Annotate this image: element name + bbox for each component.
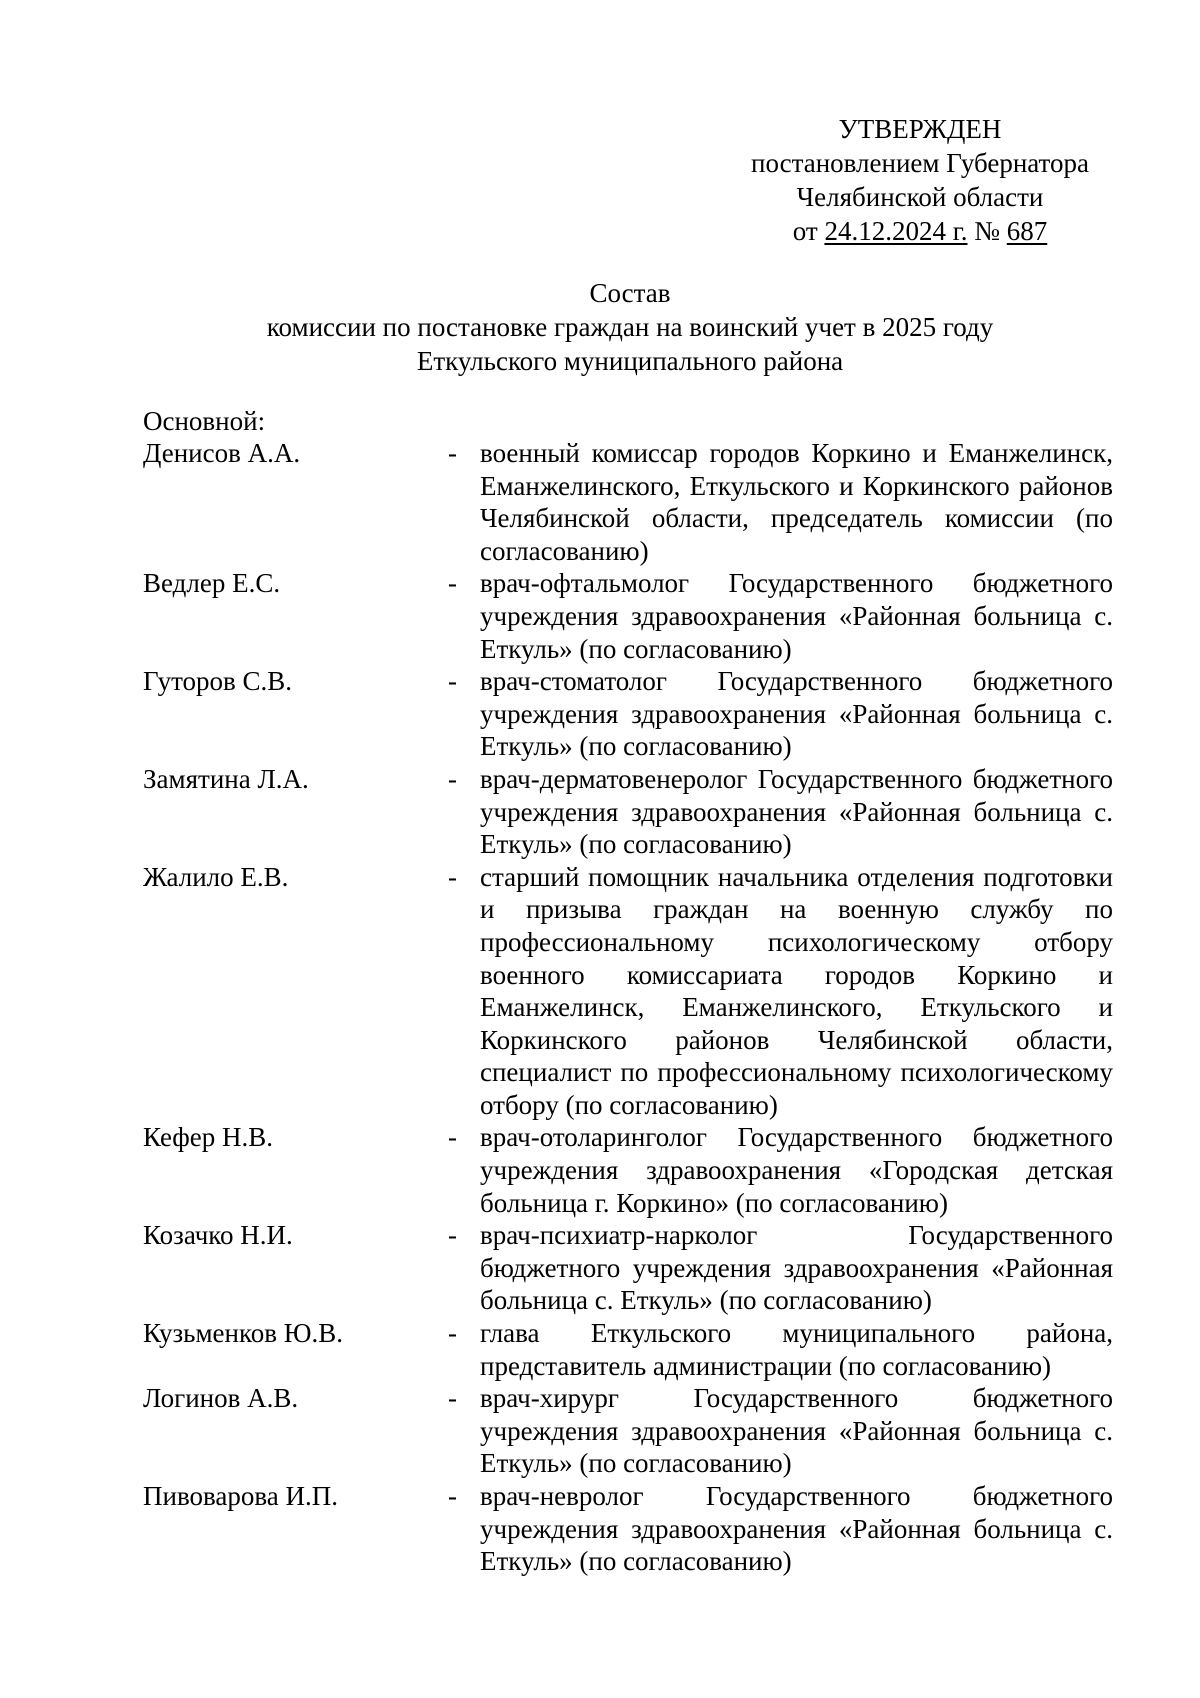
approval-stamp	[700, 112, 1140, 248]
member-name: Ведлер Е.С.	[143, 568, 281, 599]
member-role: врач-отоларинголог Государственного бюджетного учреждения здравоохранения «Городская детская больница г. Коркино» (по согласованию)	[480, 1122, 1113, 1218]
member-dash: -	[448, 666, 457, 697]
title-line-2: комиссии по постановке граждан на воинский учет в 2025 году	[266, 312, 994, 342]
approval-number: 687	[1006, 216, 1048, 246]
section-label: Основной:	[143, 406, 266, 436]
document-title	[180, 276, 1080, 378]
member-dash: -	[448, 568, 457, 599]
member-dash: -	[448, 1481, 457, 1511]
approval-date-line	[700, 214, 1140, 248]
member-dash: -	[448, 1122, 457, 1153]
member-dash: -	[448, 1220, 457, 1251]
members-list	[143, 437, 1113, 1578]
approval-number-prefix: №	[967, 216, 1007, 246]
member-row	[143, 665, 1113, 763]
member-row	[143, 763, 1113, 861]
member-row	[143, 1219, 1113, 1317]
member-dash: -	[448, 861, 457, 892]
member-row	[143, 1480, 1113, 1578]
member-dash: -	[448, 1383, 457, 1414]
approval-region: Челябинской области	[796, 182, 1044, 212]
member-name: Кузьменков Ю.В.	[143, 1318, 343, 1349]
member-name: Гуторов С.В.	[143, 666, 293, 697]
member-role: военный комиссар городов Коркино и Еманжелинск, Еманжелинского, Еткульского и Коркинского районов Челябинской области, председатель комиссии (по согласованию)	[480, 438, 1113, 566]
member-dash: -	[448, 763, 457, 794]
member-name: Денисов А.А.	[143, 438, 301, 468]
member-name: Кефер Н.В.	[143, 1122, 274, 1153]
member-dash: -	[448, 438, 457, 468]
member-role: врач-хирург Государственного бюджетного учреждения здравоохранения «Районная больница с. Еткуль» (по согласованию)	[480, 1383, 1113, 1479]
approval-heading: УТВЕРЖДЕН	[838, 114, 1002, 144]
member-row	[143, 1382, 1113, 1480]
member-row	[143, 567, 1113, 665]
member-name: Замятина Л.А.	[143, 763, 309, 794]
member-row	[143, 1121, 1113, 1219]
member-role: врач-невролог Государственного бюджетного учреждения здравоохранения «Районная больница с. Еткуль» (по согласованию)	[480, 1481, 1113, 1577]
member-role: врач-стоматолог Государственного бюджетного учреждения здравоохранения «Районная больница с. Еткуль» (по согласованию)	[480, 666, 1113, 762]
approval-date-prefix: от	[792, 216, 825, 246]
member-role: врач-офтальмолог Государственного бюджетного учреждения здравоохранения «Районная больница с. Еткуль» (по согласованию)	[480, 568, 1113, 664]
member-name: Логинов А.В.	[143, 1383, 299, 1414]
member-role: старший помощник начальника отделения подготовки и призыва граждан на военную службу по профессиональному психологическому отбору военного комиссариата городов Коркино и Еманжелинск, Еманжелинского, Еткульского и Коркинского районов Челябинской области, специалист по профессиональному психологическому отбору (по согласованию)	[480, 861, 1113, 1120]
member-row	[143, 437, 1113, 567]
approval-date: 24.12.2024 г.	[824, 216, 968, 246]
member-row	[143, 861, 1113, 1122]
member-role: врач-дерматовенеролог Государственного бюджетного учреждения здравоохранения «Районная больница с. Еткуль» (по согласованию)	[480, 763, 1113, 860]
member-name: Козачко Н.И.	[143, 1220, 293, 1251]
title-line-3: Еткульского муниципального района	[416, 346, 844, 376]
member-role: глава Еткульского муниципального района, представитель администрации (по согласованию)	[480, 1318, 1113, 1381]
member-name: Пивоварова И.П.	[143, 1481, 339, 1511]
member-dash: -	[448, 1318, 457, 1349]
approval-authority: постановлением Губернатора	[751, 148, 1089, 178]
member-role: врач-психиатр-нарколог Государственного бюджетного учреждения здравоохранения «Районная больница с. Еткуль» (по согласованию)	[480, 1220, 1113, 1316]
member-name: Жалило Е.В.	[143, 861, 289, 892]
member-row	[143, 1317, 1113, 1382]
title-line-1: Состав	[589, 278, 671, 308]
